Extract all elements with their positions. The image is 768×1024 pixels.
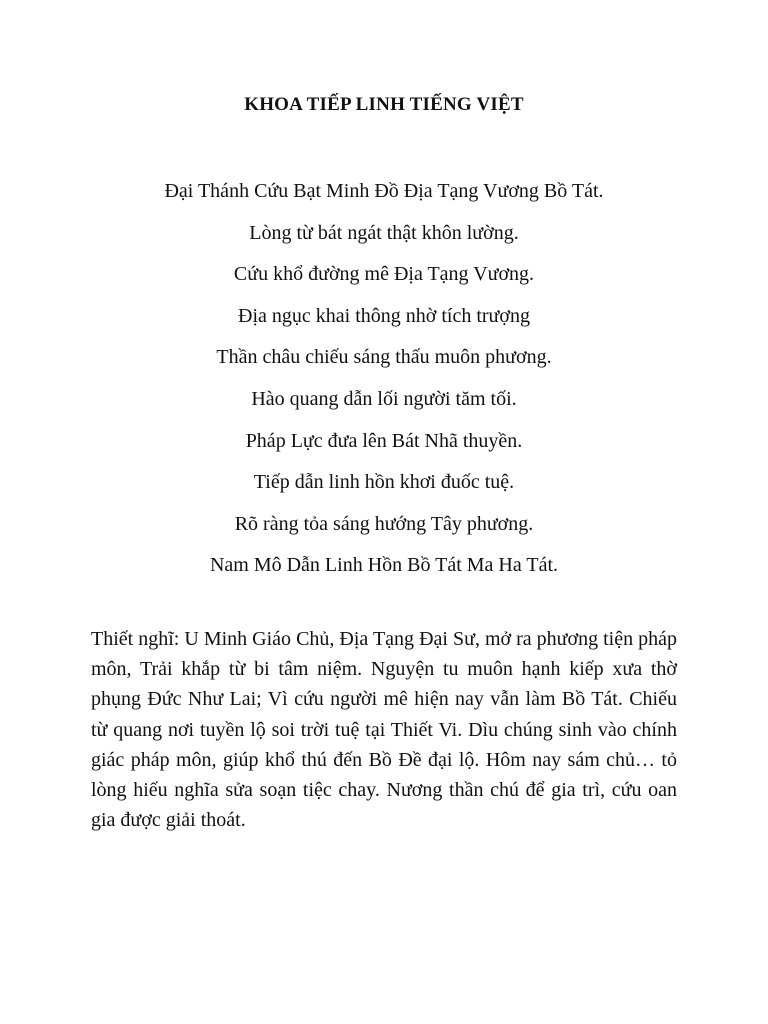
body-paragraph: Thiết nghĩ: U Minh Giáo Chủ, Địa Tạng Đại Sư, mở ra phương tiện pháp môn, Trải khắp từ bi tâm niệm. Nguyện tu muôn hạnh kiếp xưa thờ phụng Đức Như Lai; Vì cứu người mê hiện nay vẫn làm Bồ Tát. Chiếu từ quang nơi tuyền lộ soi trời tuệ tại Thiết Vi. Dìu chúng sinh vào chính giác pháp môn, giúp khổ thú đến Bồ Đề đại lộ. Hôm nay sám chủ… tỏ lòng hiếu nghĩa sửa soạn tiệc chay. Nương thần chú để gia trì, cứu oan gia được giải thoát. — [91, 628, 677, 832]
verse-line: Hào quang dẫn lối người tăm tối. — [251, 387, 517, 410]
verse-line: Tiếp dẫn linh hồn khơi đuốc tuệ. — [253, 471, 515, 494]
verse-list — [0, 175, 768, 591]
verse-line: Pháp Lực đưa lên Bát Nhã thuyền. — [245, 429, 523, 452]
verse-line: Nam Mô Dẫn Linh Hồn Bồ Tát Ma Ha Tát. — [209, 554, 559, 577]
verse-line: Rõ ràng tỏa sáng hướng Tây phương. — [234, 512, 534, 535]
verse-line: Lòng từ bát ngát thật khôn lường. — [249, 221, 519, 244]
verse-line: Đại Thánh Cứu Bạt Minh Đồ Địa Tạng Vương Bồ Tát. — [164, 180, 604, 202]
verse-line: Cứu khổ đường mê Địa Tạng Vương. — [233, 263, 535, 286]
verse-line: Địa ngục khai thông nhờ tích trượng — [238, 304, 530, 327]
document-title: KHOA TIẾP LINH TIẾNG VIỆT — [244, 94, 524, 115]
verse-line: Thần châu chiếu sáng thấu muôn phương. — [216, 346, 552, 369]
